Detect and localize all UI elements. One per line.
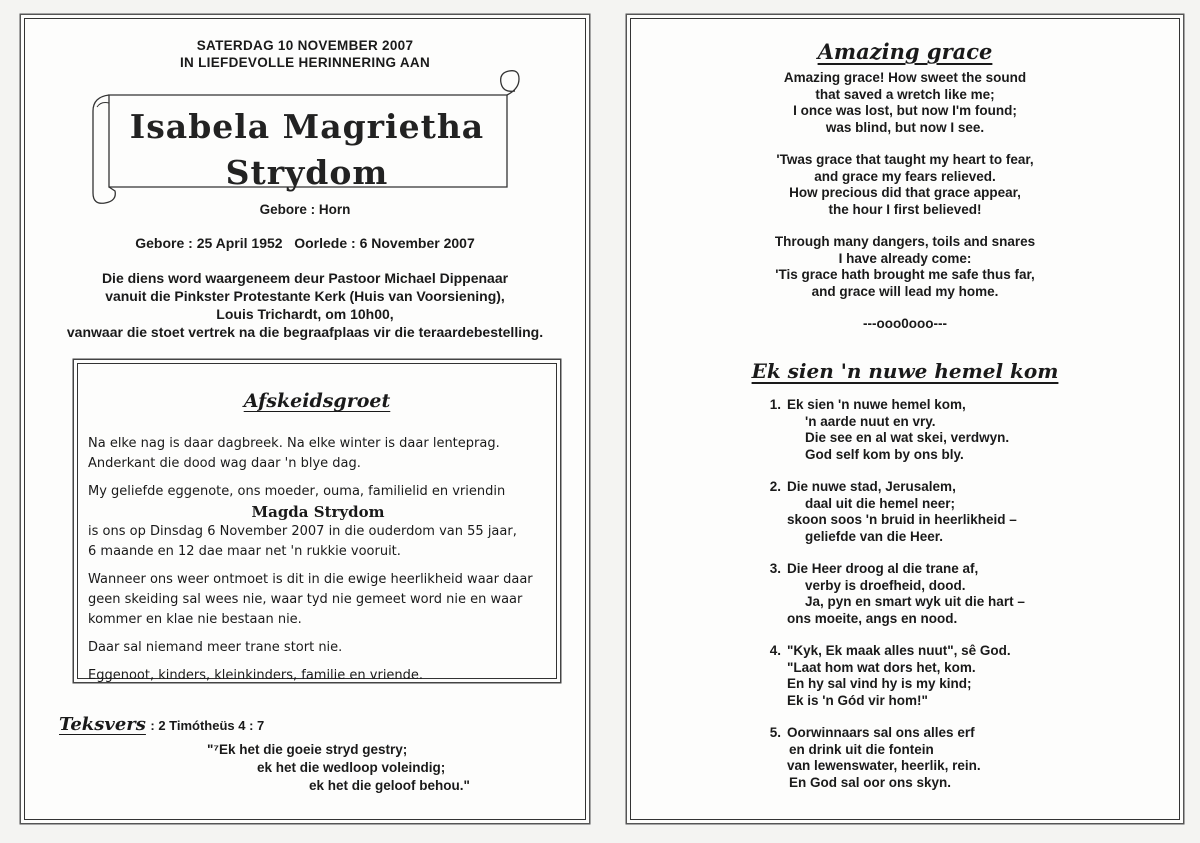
verse-item: [763, 397, 1179, 463]
maiden-name: Gebore : Horn: [259, 202, 351, 217]
deceased-surname: Strydom: [225, 153, 389, 192]
lyric-line: van lewenswater, heerlik, rein.: [787, 758, 981, 773]
lyric-line: En God sal oor ons skyn.: [789, 774, 952, 790]
service-date: SATERDAG 10 NOVEMBER 2007: [196, 38, 414, 53]
verse-number: 4.: [769, 643, 781, 658]
left-page: [24, 18, 586, 820]
name-scroll-banner: [87, 67, 527, 207]
lyric-line: Ja, pyn en smart wyk uit die hart –: [805, 594, 1025, 609]
farewell-line: Na elke nag is daar dagbreek. Na elke winter is daar lenteprag.: [88, 436, 500, 451]
verse-line: ek het die wedloop voleindig;: [257, 760, 446, 775]
lyric-line: Through many dangers, toils and snares: [774, 234, 1036, 249]
lyric-line: verby is droefheid, dood.: [805, 577, 966, 593]
lyric-line: that saved a wretch like me;: [815, 86, 995, 102]
farewell-line: Wanneer ons weer ontmoet is dit in die ewige heerlikheid waar daar: [88, 572, 533, 587]
verse-item: [763, 561, 1179, 627]
lyric-line: Die nuwe stad, Jerusalem,: [787, 479, 956, 494]
verse-item: [763, 725, 1179, 791]
lyric-line: I once was lost, but now I'm found;: [793, 103, 1017, 118]
numbered-verses: [631, 397, 1179, 791]
farewell-name: Magda Strydom: [251, 503, 385, 521]
lyric-line: 'Twas grace that taught my heart to fear,: [776, 152, 1034, 167]
lyric-line: "Laat hom wat dors het, kom.: [787, 659, 976, 675]
lyric-line: How precious did that grace appear,: [789, 185, 1021, 200]
lyric-line: I have already come:: [838, 250, 972, 266]
farewell-box: [77, 363, 557, 683]
verse-number: 3.: [769, 561, 781, 576]
song-stanza: [631, 70, 1179, 136]
service-line: vanwaar die stoet vertrek na die begraafplaas vir die teraardebestelling.: [66, 324, 544, 340]
lyric-line: Die see en al wat skei, verdwyn.: [805, 430, 1010, 445]
verse-label: Teksvers: [59, 714, 146, 735]
verse-number: 2.: [769, 479, 781, 494]
lyric-line: and grace will lead my home.: [811, 283, 999, 299]
lyric-line: "Kyk, Ek maak alles nuut", sê God.: [787, 643, 1011, 658]
deceased-first-names: Isabela Magrietha: [129, 107, 485, 146]
verse-number: 1.: [769, 397, 781, 412]
song-stanza: [631, 152, 1179, 218]
lyric-line: 'n aarde nuut en vry.: [805, 413, 936, 429]
lyric-line: skoon soos 'n bruid in heerlikheid –: [787, 512, 1017, 527]
farewell-paragraph: [88, 570, 548, 630]
lyric-line: geliefde van die Heer.: [805, 528, 944, 544]
farewell-paragraph: Daar sal niemand meer trane stort nie.: [88, 640, 343, 655]
verse-item: [763, 479, 1179, 545]
in-memory-line: IN LIEFDEVOLLE HERINNERING AAN: [179, 55, 430, 70]
song-stanza: [631, 234, 1179, 300]
song-title: Ek sien 'n nuwe hemel kom: [751, 359, 1059, 383]
lyric-line: 'Tis grace hath brought me safe thus far,: [775, 267, 1035, 282]
lyric-line: Ek sien 'n nuwe hemel kom,: [787, 397, 966, 412]
lyric-line: was blind, but now I see.: [825, 119, 985, 135]
farewell-line: is ons op Dinsdag 6 November 2007 in die ouderdom van 55 jaar,: [88, 524, 517, 539]
farewell-paragraph: [88, 482, 548, 562]
farewell-line: Anderkant die dood wag daar 'n blye dag.: [88, 456, 361, 471]
lyric-line: Ek is 'n Gód vir hom!": [787, 692, 928, 708]
verse-line: ek het die geloof behou.": [309, 778, 470, 793]
service-line: vanuit die Pinkster Protestante Kerk (Huis van Voorsiening),: [105, 288, 505, 304]
lyric-line: the hour I first believed!: [828, 201, 982, 217]
song-separator: ---ooo0ooo---: [863, 316, 947, 331]
farewell-line: My geliefde eggenote, ons moeder, ouma, familielid en vriendin: [88, 484, 506, 499]
verse-reference: : 2 Timótheüs 4 : 7: [150, 718, 265, 733]
lyric-line: Oorwinnaars sal ons alles erf: [787, 725, 975, 740]
lyric-line: ons moeite, angs en nood.: [787, 610, 958, 626]
lyric-line: En hy sal vind hy is my kind;: [787, 676, 972, 691]
verse-line: "⁷Ek het die goeie stryd gestry;: [207, 742, 408, 757]
service-date-header: [25, 37, 585, 71]
service-line: Die diens word waargeneem deur Pastoor Michael Dippenaar: [101, 270, 509, 286]
service-line: Louis Trichardt, om 10h00,: [216, 306, 394, 322]
lyric-line: en drink uit die fontein: [789, 741, 934, 757]
verse-text: [59, 741, 559, 795]
farewell-paragraph: Eggenoot, kinders, kleinkinders, familie en vriende.: [88, 668, 424, 683]
service-details: [25, 269, 585, 341]
song-amazing-grace: [631, 39, 1179, 349]
farewell-paragraph: [88, 434, 548, 474]
farewell-text: [88, 434, 548, 694]
verse-item: [763, 643, 1179, 709]
farewell-line: geen skeiding sal wees nie, waar tyd nie gemeet word nie en waar: [88, 592, 523, 607]
birth-death-dates: Gebore : 25 April 1952 Oorlede : 6 November 2007: [135, 235, 475, 251]
song-title: Amazing grace: [817, 39, 993, 64]
verse-number: 5.: [769, 725, 781, 740]
right-page: [630, 18, 1180, 820]
lyric-line: Die Heer droog al die trane af,: [787, 561, 979, 576]
lyric-line: God self kom by ons bly.: [805, 446, 964, 462]
song-ek-sien: [631, 359, 1179, 807]
farewell-line: 6 maande en 12 dae maar net 'n rukkie vooruit.: [88, 544, 401, 559]
lyric-line: daal uit die hemel neer;: [805, 495, 956, 511]
scripture-verse: [59, 714, 559, 795]
farewell-line: kommer en klae nie bestaan nie.: [88, 612, 302, 627]
lyric-line: and grace my fears relieved.: [814, 168, 996, 184]
farewell-title: Afskeidsgroet: [243, 390, 391, 412]
lyric-line: Amazing grace! How sweet the sound: [783, 70, 1027, 85]
